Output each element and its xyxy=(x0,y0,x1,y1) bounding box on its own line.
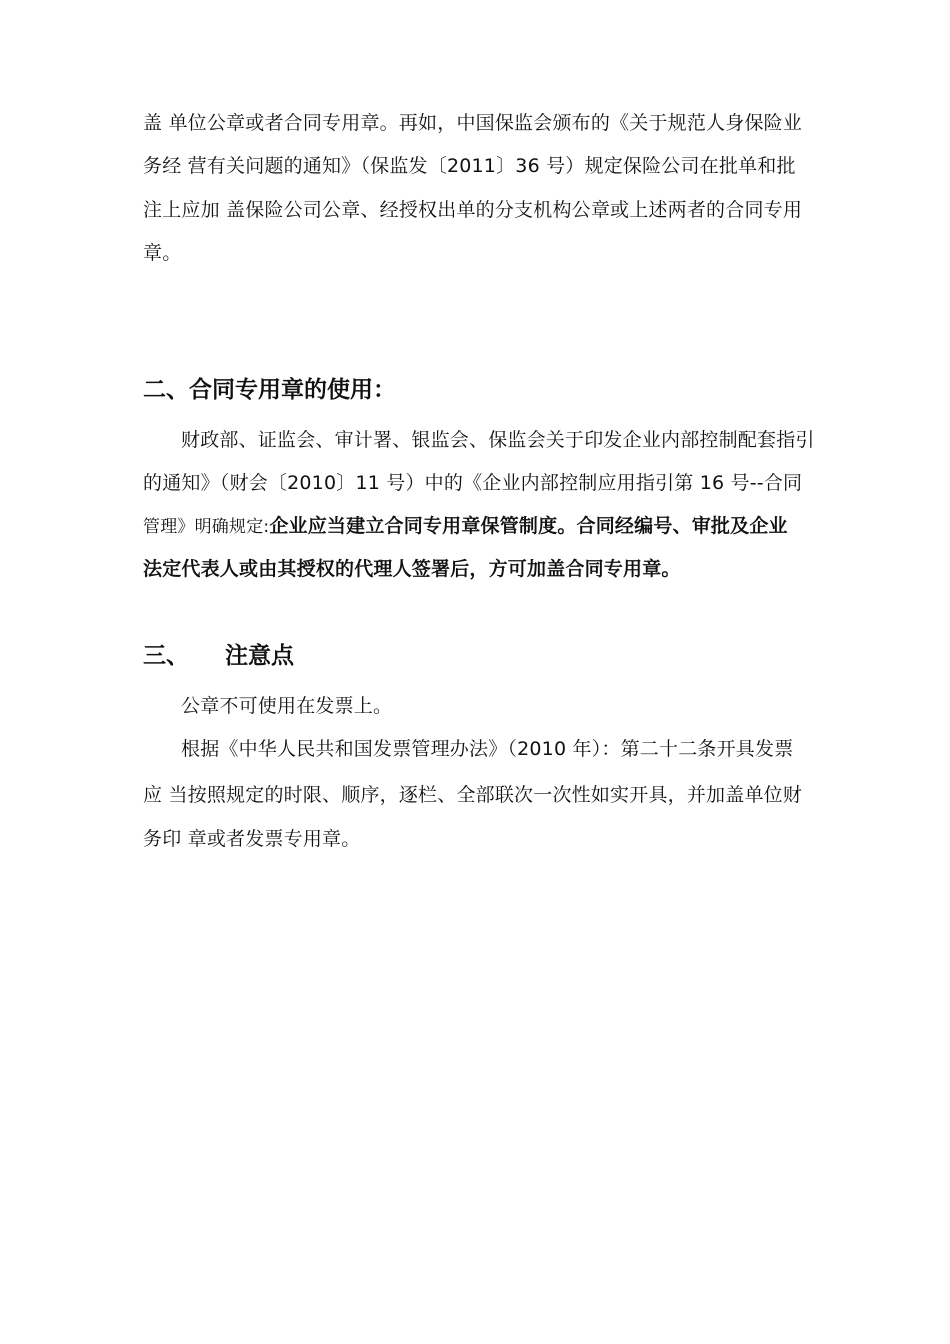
section2-line3 xyxy=(143,514,788,539)
section3-heading xyxy=(143,642,294,670)
section3-paragraph2-line1: 根据《中华人民共和国发票管理办法》（2010 年）：第二十二条开具发票 xyxy=(181,738,794,760)
paragraph1-line2: 务经 营有关问题的通知》（保监发〔2011〕36 号）规定保险公司在批单和批 xyxy=(143,155,796,177)
section2-line2: 的通知》（财会〔2010〕11 号）中的《企业内部控制应用指引第 16 号--合同 xyxy=(143,472,803,494)
paragraph1-line1: 盖 单位公章或者合同专用章。再如，中国保监会颁布的《关于规范人身保险业 xyxy=(143,112,803,134)
section3-heading-number: 三、 xyxy=(143,643,189,669)
section2-line1: 财政部、证监会、审计署、银监会、保监会关于印发企业内部控制配套指引 xyxy=(181,429,815,451)
section2-line3-bold: 企业应当建立合同专用章保管制度。合同经编号、审批及企业 xyxy=(269,515,788,537)
paragraph1-line3: 注上应加 盖保险公司公章、经授权出单的分支机构公章或上述两者的合同专用 xyxy=(143,199,803,221)
section2-line4: 法定代表人或由其授权的代理人签署后，方可加盖合同专用章。 xyxy=(143,558,681,580)
section3-paragraph1: 公章不可使用在发票上。 xyxy=(181,695,393,717)
paragraph1-line4: 章。 xyxy=(143,242,182,264)
section3-heading-text: 注意点 xyxy=(225,643,294,669)
section3-paragraph2-line2: 应 当按照规定的时限、顺序，逐栏、全部联次一次性如实开具，并加盖单位财 xyxy=(143,784,803,806)
section3-paragraph2-line3: 务印 章或者发票专用章。 xyxy=(143,828,361,850)
section2-line3-normal: 管理》明确规定: xyxy=(143,517,270,537)
section2-heading: 二、合同专用章的使用： xyxy=(143,377,396,403)
